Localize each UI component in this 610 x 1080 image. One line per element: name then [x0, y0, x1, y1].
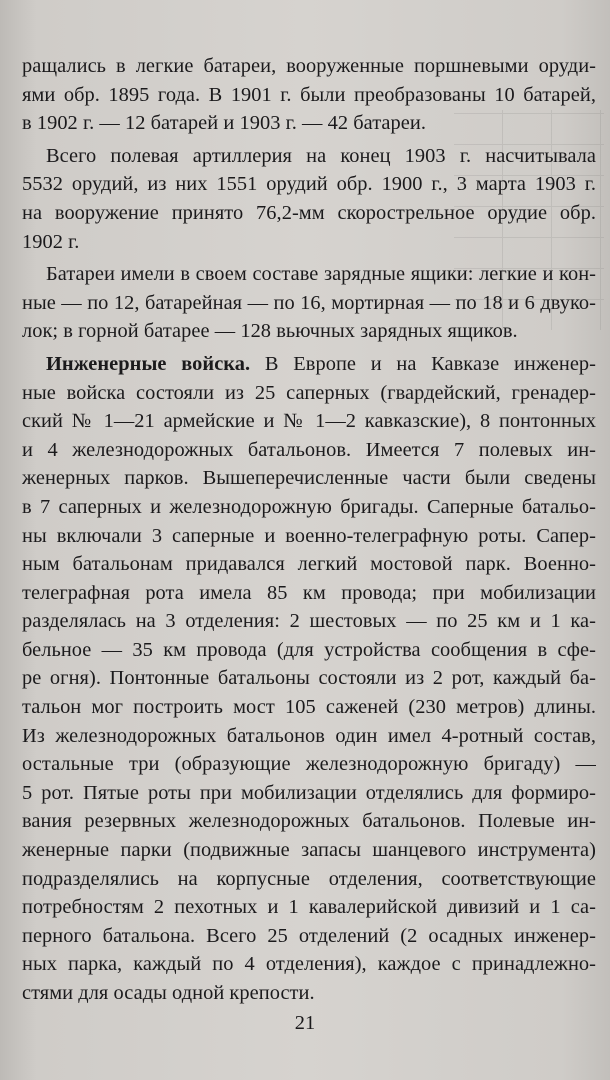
- text-line: 5532 орудий, из них 1551 орудий обр. 1900 г., 3 марта 1903 г.: [22, 173, 596, 196]
- text-line: ны включали 3 саперные и военно-телеграфную роты. Сапер-: [22, 524, 596, 547]
- text-run: В Европе и на Кавказе инженер-: [250, 352, 596, 375]
- section-heading: Инженерные войска.: [46, 352, 251, 375]
- text-line: остальные три (образующие железнодорожную бригаду) —: [22, 753, 596, 776]
- text-line: Батареи имели в своем составе зарядные ящики: легкие и кон-: [46, 263, 596, 286]
- text-line: тальон мог построить мост 105 саженей (230 метров) длины.: [22, 696, 596, 719]
- text-line: и 4 железнодорожных батальонов. Имеется 7 полевых ин-: [22, 438, 596, 461]
- text-line: телеграфная рота имела 85 км провода; при мобилизации: [22, 581, 596, 604]
- text-line: ращались в легкие батареи, вооруженные поршневыми оруди-: [22, 55, 596, 77]
- paragraph-2: [22, 142, 596, 256]
- text-line: стями для осады одной крепости.: [22, 982, 315, 1004]
- text-line: разделялась на 3 отделения: 2 шестовых — по 25 км и 1 ка-: [22, 610, 596, 633]
- text-line: Из железнодорожных батальонов один имел 4-ротный состав,: [22, 724, 596, 747]
- text-line: Всего полевая артиллерия на конец 1903 г. насчитывала: [46, 144, 596, 167]
- text-line: лок; в горной батарее — 128 вьючных зарядных ящиков.: [22, 320, 518, 343]
- text-line: бельное — 35 км провода (для устройства сообщения в сфе-: [22, 638, 596, 661]
- text-line: в 1902 г. — 12 батарей и 1903 г. — 42 батареи.: [22, 112, 426, 135]
- text-line: ные — по 12, батарейная — по 16, мортирная — по 18 и 6 двуко-: [22, 291, 596, 314]
- text-line: на вооружение принято 76,2-мм скорострельное орудие обр.: [22, 201, 596, 224]
- text-line: ные войска состояли из 25 саперных (гвардейский, гренадер-: [22, 381, 596, 404]
- paragraph-1: [22, 52, 596, 138]
- text-line: потребностям 2 пехотных и 1 кавалерийской дивизий и 1 са-: [22, 896, 596, 919]
- text-line: ский № 1—21 армейские и № 1—2 кавказские), 8 понтонных: [22, 410, 596, 433]
- text-line: подразделялись на корпусные отделения, соответствующие: [22, 867, 596, 890]
- text-line: женерные парки (подвижные запасы шанцевого инструмента): [22, 839, 596, 862]
- text-line: ным батальонам придавался легкий мостовой парк. Военно-: [22, 553, 596, 576]
- text-line: 5 рот. Пятые роты при мобилизации отделялись для формиро-: [22, 781, 596, 804]
- page-number: 21: [294, 1012, 316, 1034]
- text-line: ями обр. 1895 года. В 1901 г. были преобразованы 10 батарей,: [22, 83, 596, 106]
- text-line: в 7 саперных и железнодорожную бригады. Саперные батальо-: [22, 495, 596, 518]
- text-line: женерных парков. Вышеперечисленные части были сведены: [22, 467, 596, 490]
- text-line: [22, 350, 596, 379]
- text-line: 1902 г.: [22, 230, 80, 253]
- text-line: ных парка, каждый по 4 отделения), каждое с принадлежно-: [22, 953, 596, 976]
- text-line: перного батальона. Всего 25 отделений (2 осадных инженер-: [22, 924, 596, 947]
- paragraph-3: [22, 260, 596, 346]
- text-line: вания резервных железнодорожных батальонов. Полевые ин-: [22, 810, 596, 833]
- text-line: ре огня). Понтонные батальоны состояли из 2 рот, каждый ба-: [22, 667, 596, 690]
- page-text: [22, 52, 596, 1012]
- paragraph-engineering-troops: [22, 350, 596, 1008]
